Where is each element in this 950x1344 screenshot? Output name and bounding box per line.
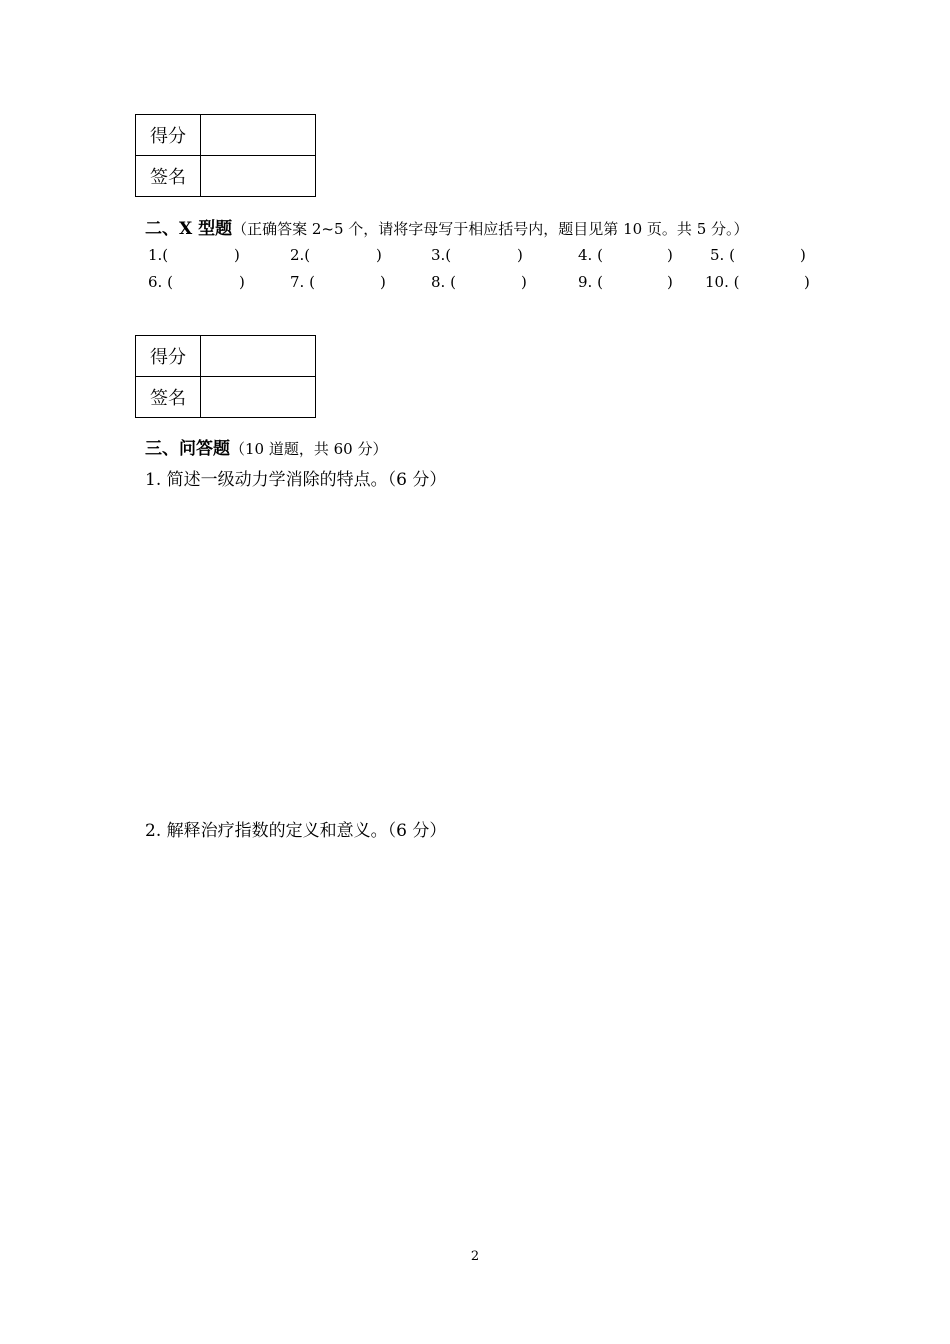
close-paren: ): [667, 273, 673, 291]
section-2-title-bold: X 型题: [179, 219, 233, 239]
score-box-2: [135, 335, 316, 418]
close-paren: ): [234, 246, 240, 264]
answer-row-1: [148, 246, 828, 266]
page-number: 2: [470, 1249, 480, 1264]
signature-field[interactable]: [201, 377, 316, 418]
score-label: 得分: [136, 115, 201, 156]
answer-blank-2[interactable]: 2.(: [290, 246, 311, 264]
score-field[interactable]: [201, 115, 316, 156]
close-paren: ): [804, 273, 810, 291]
close-paren: ): [800, 246, 806, 264]
question-1: 1. 简述一级动力学消除的特点。（6 分）: [145, 470, 447, 490]
answer-blank-7[interactable]: 7. (: [290, 273, 315, 291]
section-3-title-text: 三、问答题: [145, 439, 230, 459]
close-paren: ): [380, 273, 386, 291]
close-paren: ): [239, 273, 245, 291]
close-paren: ): [376, 246, 382, 264]
score-field[interactable]: [201, 336, 316, 377]
score-box-1: [135, 114, 316, 197]
answer-blank-10[interactable]: 10. (: [705, 273, 740, 291]
signature-field[interactable]: [201, 156, 316, 197]
score-label: 得分: [136, 336, 201, 377]
answer-blank-3[interactable]: 3.(: [431, 246, 452, 264]
answer-blank-5[interactable]: 5. (: [710, 246, 735, 264]
answer-blank-4[interactable]: 4. (: [578, 246, 603, 264]
answer-row-2: [148, 273, 828, 293]
answer-blank-6[interactable]: 6. (: [148, 273, 173, 291]
close-paren: ): [667, 246, 673, 264]
close-paren: ): [517, 246, 523, 264]
section-3-title: [145, 434, 387, 459]
section-2-title: [145, 214, 749, 239]
signature-label: 签名: [136, 377, 201, 418]
answer-blank-9[interactable]: 9. (: [578, 273, 603, 291]
section-2-title-prefix: 二、: [145, 219, 179, 239]
signature-label: 签名: [136, 156, 201, 197]
section-2-note: （正确答案 2~5 个，请将字母写于相应括号内，题目见第 10 页。共 5 分。）: [232, 220, 749, 238]
close-paren: ): [521, 273, 527, 291]
answer-blank-8[interactable]: 8. (: [431, 273, 456, 291]
question-2: 2. 解释治疗指数的定义和意义。（6 分）: [145, 821, 447, 841]
answer-blank-1[interactable]: 1.(: [148, 246, 169, 264]
section-3-note: （10 道题，共 60 分）: [230, 440, 388, 458]
